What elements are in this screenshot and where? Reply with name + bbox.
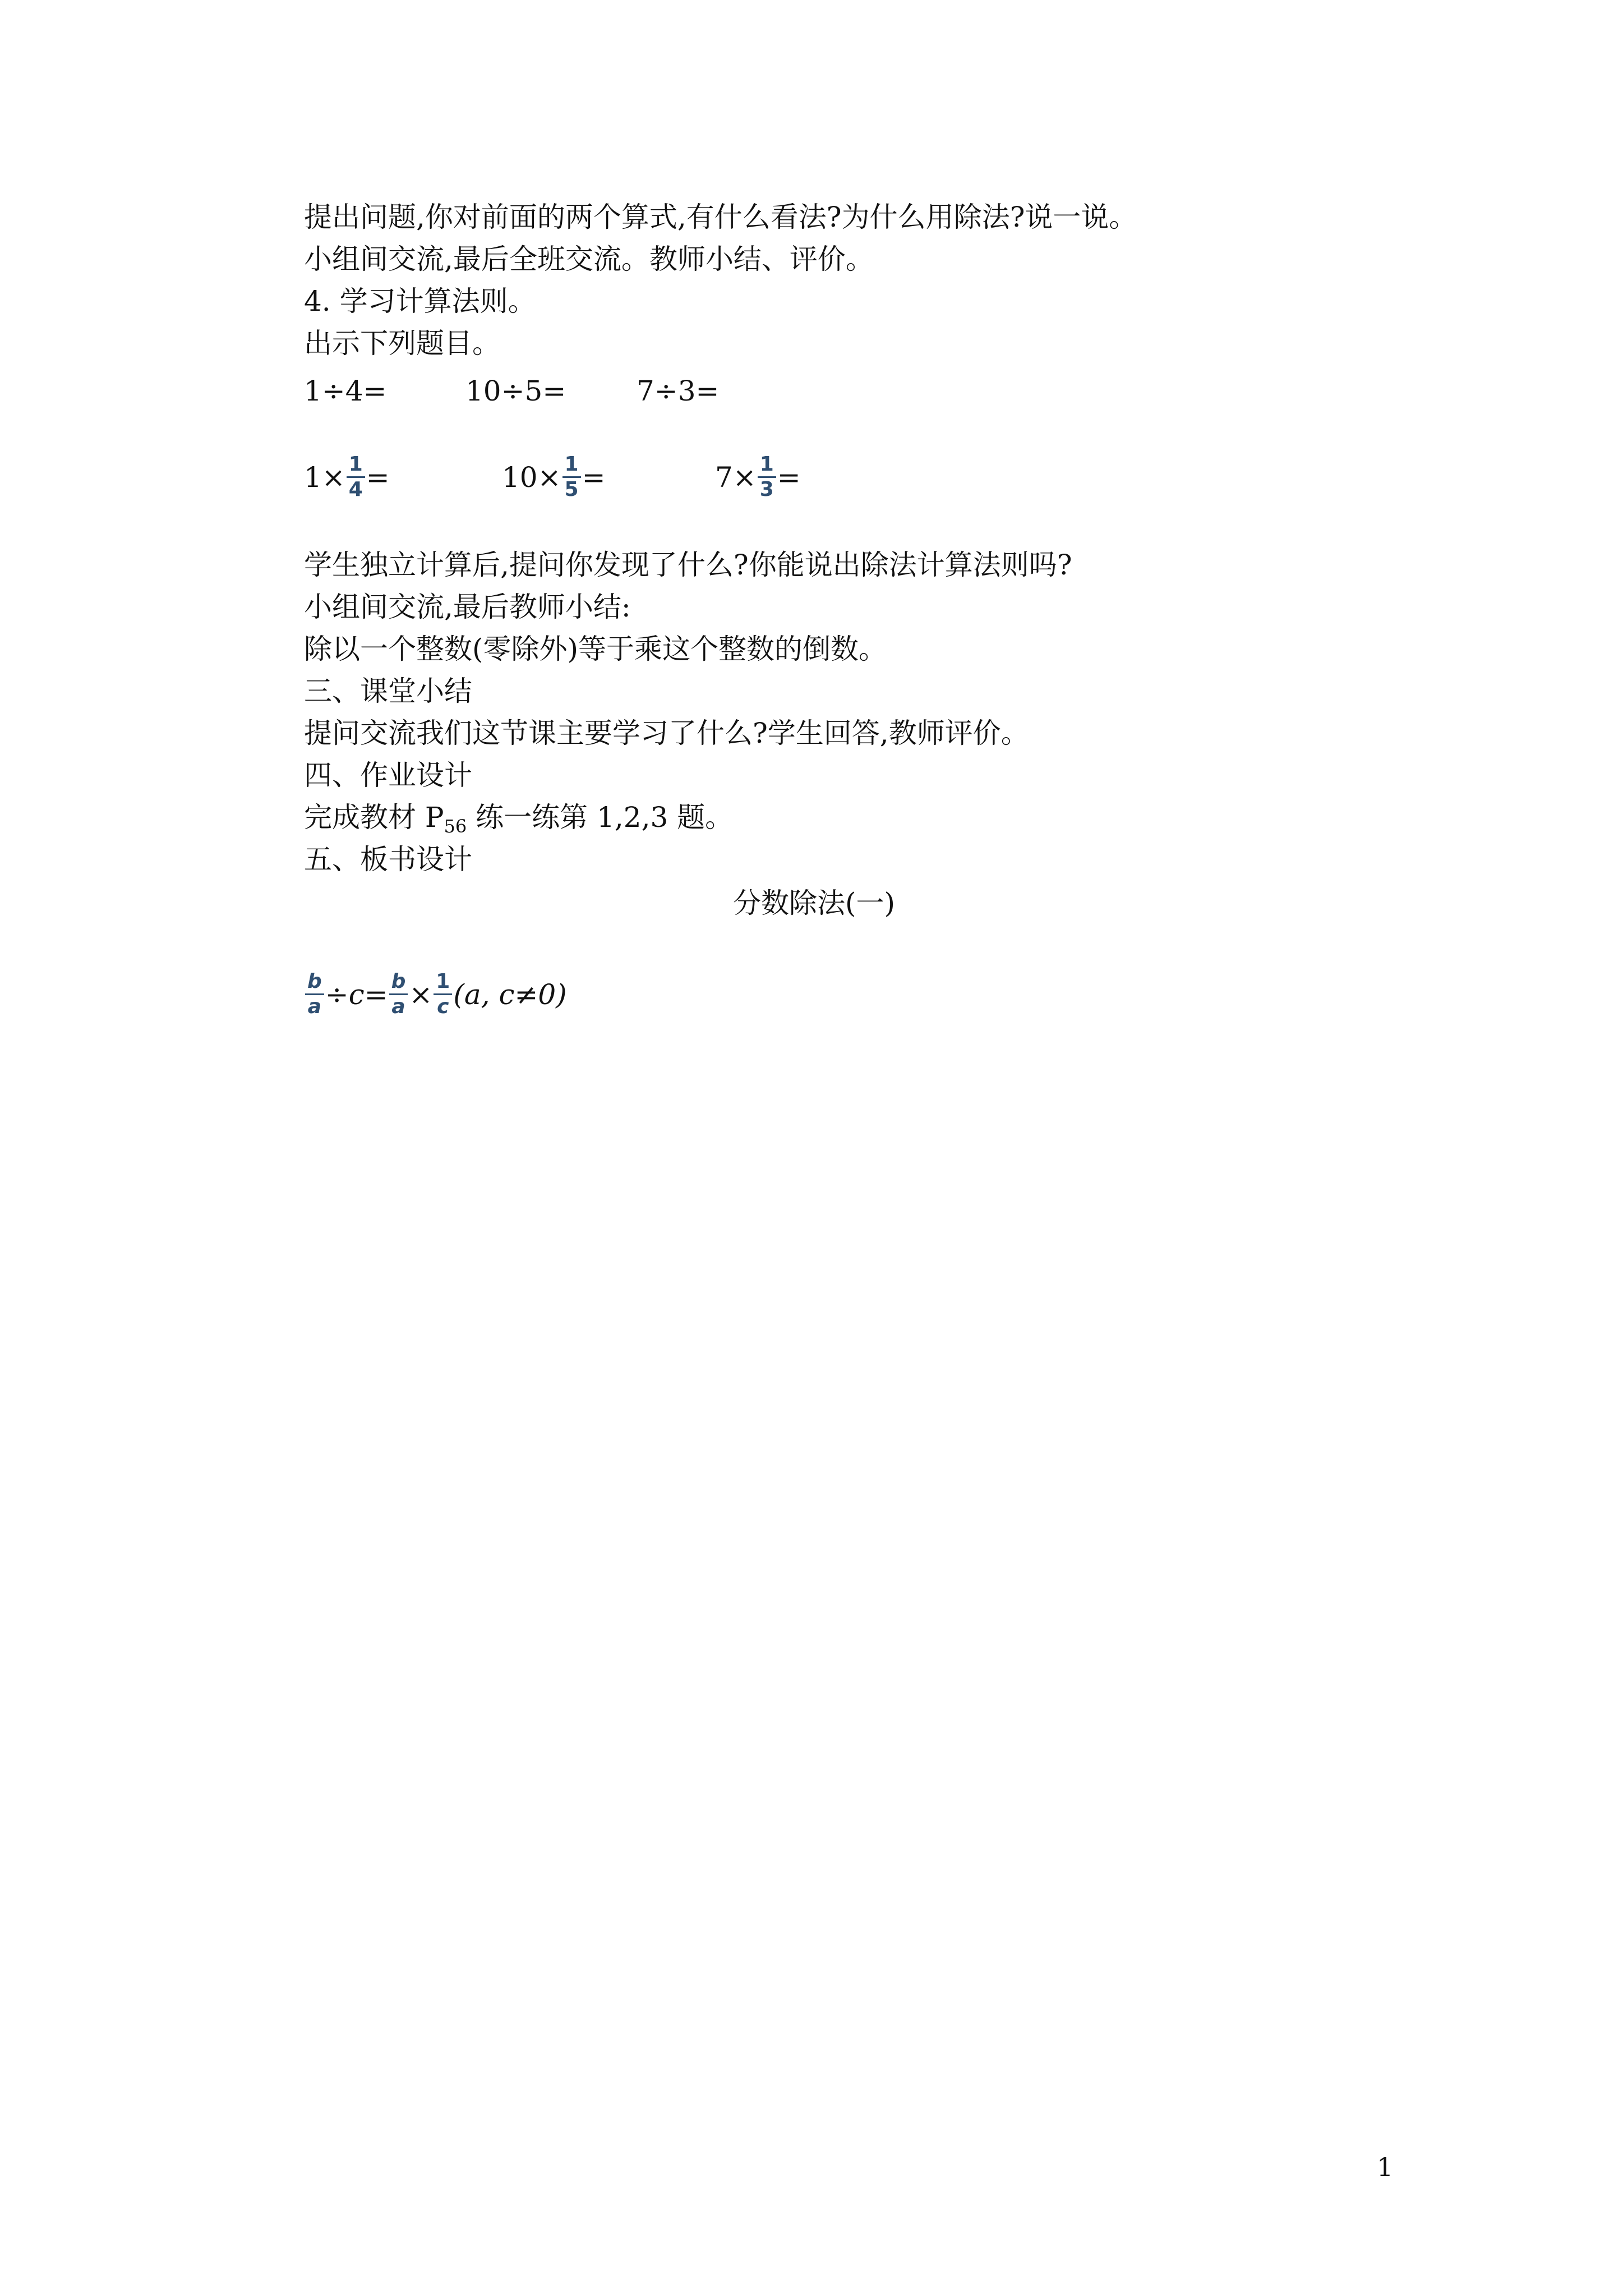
text-line-section-4: 4. 学习计算法则。 — [304, 285, 536, 318]
equation-7-times-third — [715, 453, 801, 501]
heading-class-summary: 三、课堂小结 — [304, 675, 472, 707]
equation-1-div-4: 1÷4= — [304, 375, 387, 407]
fraction-b-over-a: $\frac{b}{a}$ — [389, 970, 408, 1018]
fraction: $\frac{1}{5}$ — [562, 453, 581, 501]
times-sign: × — [409, 978, 433, 1011]
text-line-discussion: 提问交流我们这节课主要学习了什么?学生回答,教师评价。 — [304, 717, 1029, 749]
fraction-1-over-c: $\frac{1}{c}$ — [434, 970, 452, 1018]
heading-homework: 四、作业设计 — [304, 759, 472, 792]
board-formula — [304, 970, 567, 1018]
text-line-group-exchange: 小组间交流,最后全班交流。教师小结、评价。 — [304, 243, 874, 275]
equals-sign: = — [364, 978, 388, 1011]
equation-10-times-fifth — [502, 453, 606, 501]
fraction: $\frac{1}{3}$ — [758, 453, 776, 501]
divide-sign: ÷ — [325, 978, 349, 1011]
text-line-rule: 除以一个整数(零除外)等于乘这个整数的倒数。 — [304, 633, 887, 665]
text-line-question: 提出问题,你对前面的两个算式,有什么看法?为什么用除法?说一说。 — [304, 201, 1137, 233]
equals-sign: = — [777, 461, 801, 494]
equals-sign: = — [366, 461, 390, 494]
fraction-b-over-a: $\frac{b}{a}$ — [305, 970, 324, 1018]
fraction: $\frac{1}{4}$ — [347, 453, 365, 501]
homework-prefix: 完成教材 P — [304, 801, 444, 834]
equals-sign: = — [582, 461, 606, 494]
text-line-show-problems: 出示下列题目。 — [304, 327, 500, 360]
text-line-student-calc: 学生独立计算后,提问你发现了什么?你能说出除法计算法则吗? — [304, 549, 1072, 581]
whole-part: 7× — [715, 461, 757, 494]
board-title: 分数除法(一) — [733, 887, 896, 919]
condition-text: (a, c≠0) — [453, 978, 567, 1011]
equation-7-div-3: 7÷3= — [637, 375, 720, 407]
page-number: 1 — [1377, 2152, 1394, 2182]
whole-part: 1× — [304, 461, 345, 494]
equation-1-times-quarter — [304, 453, 390, 501]
variable-c: c — [348, 978, 365, 1011]
whole-part: 10× — [502, 461, 561, 494]
heading-board-design: 五、板书设计 — [304, 843, 472, 876]
text-line-teacher-summary: 小组间交流,最后教师小结: — [304, 591, 631, 623]
text-line-homework — [304, 799, 733, 844]
equation-10-div-5: 10÷5= — [465, 375, 566, 407]
page-subscript: 56 — [444, 816, 467, 837]
homework-suffix: 练一练第 1,2,3 题。 — [467, 801, 734, 834]
